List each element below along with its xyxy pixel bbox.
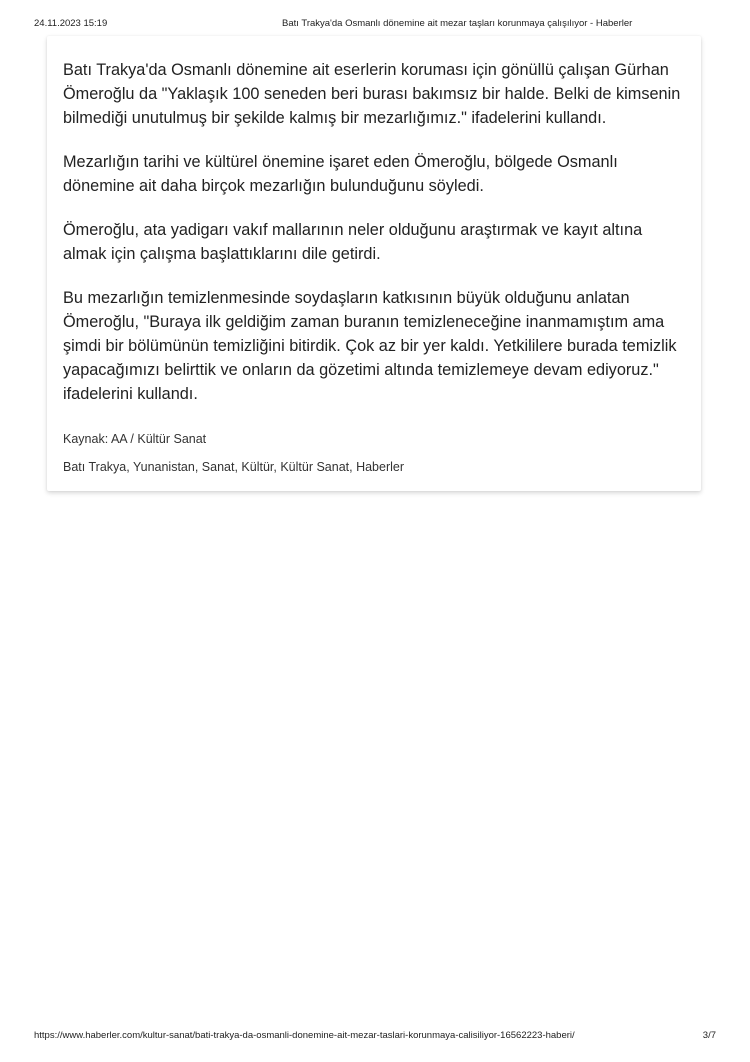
- tag-separator: ,: [349, 460, 357, 474]
- tag-link[interactable]: Haberler: [356, 460, 405, 474]
- page-number: 3/7: [702, 1030, 716, 1041]
- article-tags: [63, 460, 404, 474]
- tag-separator: ,: [234, 460, 242, 474]
- tag-link[interactable]: Batı Trakya: [63, 460, 127, 474]
- print-page-title: Batı Trakya'da Osmanlı dönemine ait mezar taşları korunmaya çalışılıyor - Haberler: [282, 18, 633, 29]
- article-card: [47, 36, 701, 491]
- tag-link[interactable]: Yunanistan: [132, 460, 195, 474]
- tag-separator: ,: [273, 460, 281, 474]
- article-body: [63, 58, 688, 426]
- print-header: [34, 18, 716, 32]
- tag-separator: ,: [126, 460, 133, 474]
- article-paragraph: Ömeroğlu, ata yadigarı vakıf mallarının neler olduğunu araştırmak ve kayıt altına almak için çalışma başlattıklarını dile getirdi.: [63, 221, 643, 263]
- article-paragraph: Bu mezarlığın temizlenmesinde soydaşların katkısının büyük olduğunu anlatan Ömeroğlu, "Buraya ilk geldiğim zaman buranın temizleneceğine inanmamıştım ama şimdi bir bölümünün temizliğini bitirdik. Çok az bir yer kaldı. Yetkililere burada temizlik yapacağımızı belirttik ve onların da gözetimi altında temizlemeye devam ediyoruz." ifadelerini kullandı.: [63, 289, 677, 403]
- article-source: Kaynak: AA / Kültür Sanat: [63, 432, 207, 446]
- article-paragraph: Mezarlığın tarihi ve kültürel önemine işaret eden Ömeroğlu, bölgede Osmanlı dönemine ait daha birçok mezarlığın bulunduğunu söyledi.: [63, 153, 618, 195]
- article-paragraph: Batı Trakya'da Osmanlı dönemine ait eserlerin koruması için gönüllü çalışan Gürhan Ömeroğlu da "Yaklaşık 100 seneden beri burası bakımsız bir halde. Belki de kimsenin bilmediği unutulmuş bir şekilde kalmış bir mezarlığımız." ifadelerini kullandı.: [63, 61, 681, 127]
- tag-link[interactable]: Kültür: [241, 460, 274, 474]
- print-url: https://www.haberler.com/kultur-sanat/bati-trakya-da-osmanli-donemine-ait-mezar-taslari-korunmaya-calisiliyor-16562223-haberi/: [34, 1030, 575, 1041]
- tag-separator: ,: [194, 460, 202, 474]
- print-footer: [34, 1030, 716, 1044]
- tag-link[interactable]: Sanat: [201, 460, 235, 474]
- print-datetime: 24.11.2023 15:19: [34, 18, 108, 29]
- tag-link[interactable]: Kültür Sanat: [280, 460, 350, 474]
